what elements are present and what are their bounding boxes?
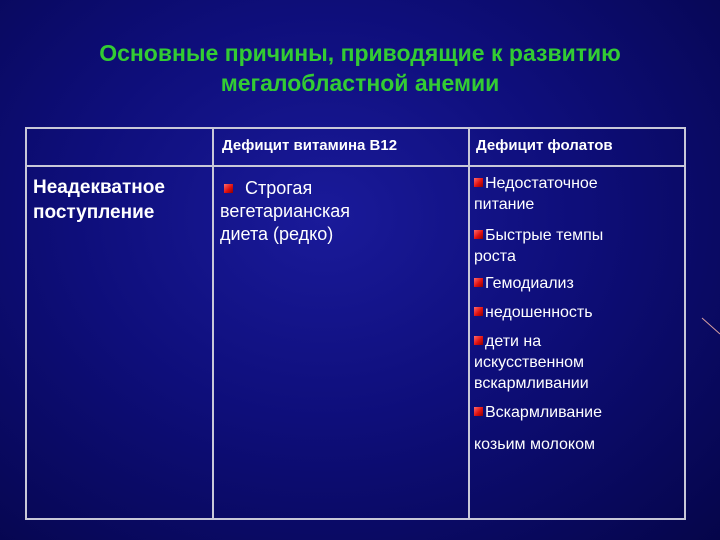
table-border-right (684, 127, 686, 520)
b12-cause-cell (220, 177, 350, 246)
slide-title (0, 38, 720, 98)
header-vitamin-b12: Дефицит витамина В12 (222, 137, 398, 154)
folate-item-goat-milk-cont: козьим молоком (474, 436, 595, 453)
bullet-icon (474, 178, 483, 187)
folate-item-artificial-feeding-cont-1: искусственном (474, 354, 585, 371)
folate-item-rapid-growth-cont: роста (474, 248, 516, 265)
b12-line-1: Строгая (220, 177, 350, 200)
folate-item-goat-milk: Вскармливание (485, 404, 602, 421)
bullet-icon (474, 278, 483, 287)
bullet-icon (474, 336, 483, 345)
folate-item-artificial-feeding: дети на (485, 333, 542, 350)
table-border-left (25, 127, 27, 520)
decorative-line (700, 300, 720, 340)
slide-title-line-2: мегалобластной анемии (220, 70, 500, 96)
row-label-inadequate-intake (33, 175, 165, 225)
folate-item-insufficient-nutrition-cont: питание (474, 196, 535, 213)
bullet-icon (224, 184, 233, 193)
folate-item-artificial-feeding-cont-2: вскармливании (474, 375, 589, 392)
table-border-bottom (25, 518, 686, 520)
folate-item-insufficient-nutrition: Недостаточное (485, 175, 598, 192)
b12-line-2: вегетарианская (220, 201, 351, 221)
table-border-top (25, 127, 686, 129)
folate-item-rapid-growth: Быстрые темпы (485, 227, 604, 244)
table-border-col3 (468, 127, 470, 520)
bullet-icon (474, 407, 483, 416)
row-label-line-2: поступление (33, 202, 155, 223)
row-label-line-1: Неадекватное (33, 177, 165, 198)
table-border-col2 (212, 127, 214, 520)
slide-title-line-1: Основные причины, приводящие к развитию (99, 40, 621, 66)
folate-item-hemodialysis: Гемодиализ (485, 275, 574, 292)
folate-cause-cell (474, 174, 603, 455)
bullet-icon (474, 307, 483, 316)
b12-line-3: диета (редко) (220, 224, 334, 244)
header-folate: Дефицит фолатов (476, 137, 613, 154)
folate-item-prematurity: недошенность (485, 304, 593, 321)
table-border-header (25, 165, 686, 167)
bullet-icon (474, 230, 483, 239)
